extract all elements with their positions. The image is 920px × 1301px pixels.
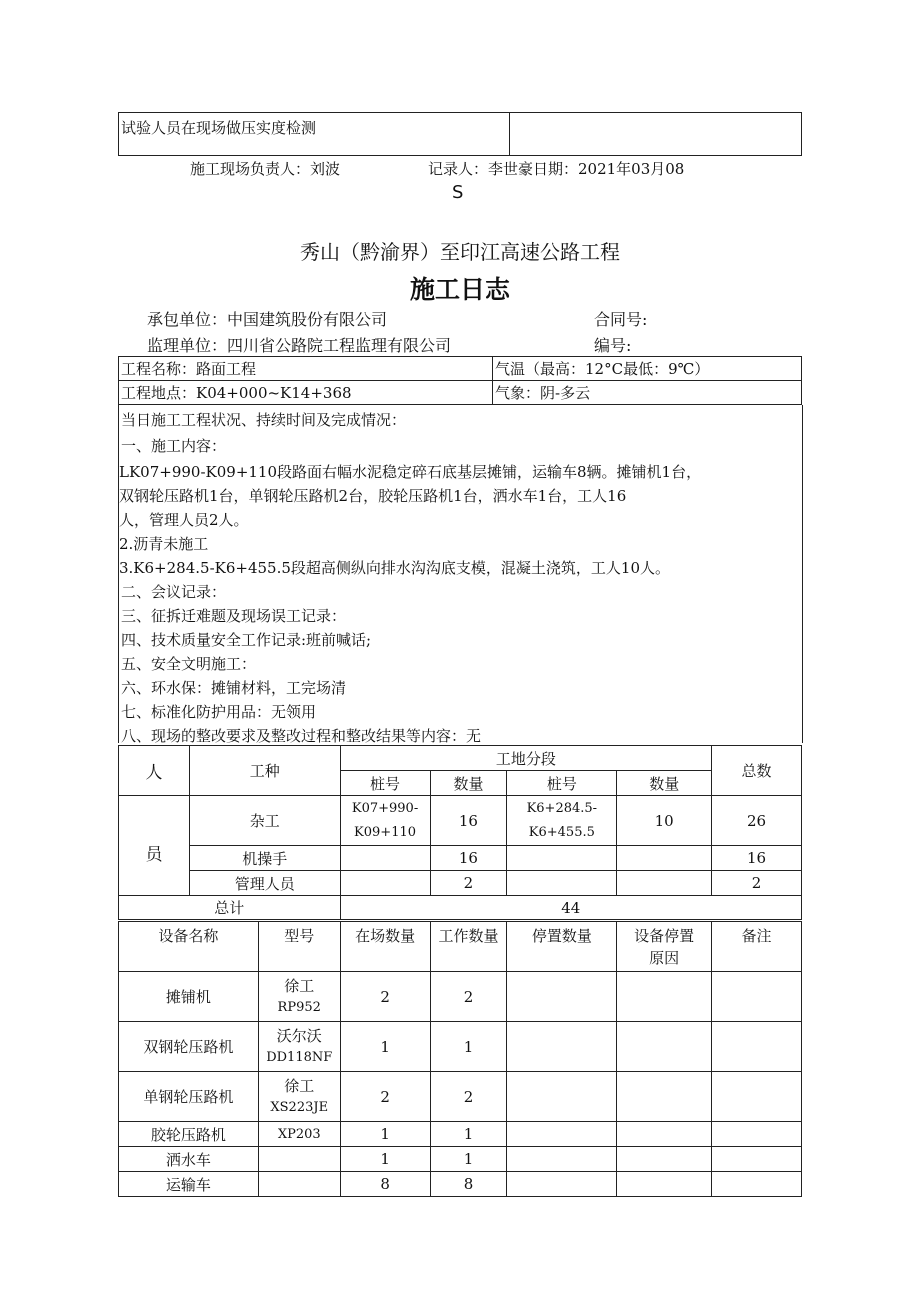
equipment-brand: 沃尔沃: [276, 1026, 322, 1045]
labor-type: 机操手: [189, 846, 340, 871]
labor-pile-2: [507, 796, 617, 846]
contract-number: 合同号:: [594, 310, 648, 329]
previous-fragment-cell: 试验人员在现场做压实度检测: [119, 113, 510, 156]
equipment-working-header: 工作数量: [430, 922, 507, 972]
equipment-working: 2: [430, 972, 507, 1022]
equipment-remark: [712, 1022, 802, 1072]
equipment-model: [258, 972, 340, 1022]
equipment-onsite: 1: [340, 1122, 430, 1147]
equipment-model: [258, 1072, 340, 1122]
previous-fragment-table: [118, 112, 802, 156]
equipment-brand: 徐工: [284, 976, 315, 995]
equipment-brand: 徐工: [284, 1076, 315, 1095]
previous-fragment-empty-cell: [510, 113, 802, 156]
equipment-idle-header: 停置数量: [507, 922, 617, 972]
section-6: 六、环水保：摊铺材料，工完场清: [121, 679, 347, 697]
recorder-date: 记录人：李世豪日期：2021年03月08: [428, 160, 685, 178]
equipment-model-code: XS223JE: [270, 1099, 329, 1115]
labor-pile-1-end: K09+110: [354, 824, 417, 840]
labor-table: [118, 745, 802, 920]
equipment-model: [258, 1022, 340, 1072]
equipment-model: XP203: [258, 1122, 340, 1147]
equipment-remark: [712, 1072, 802, 1122]
equipment-name: 双钢轮压路机: [119, 1022, 259, 1072]
section-3: 三、征拆迁难题及现场误工记录：: [121, 607, 347, 625]
labor-qty-1: 16: [430, 846, 507, 871]
project-title: 秀山（黔渝界）至印江高速公路工程: [300, 240, 620, 264]
equipment-onsite: 1: [340, 1147, 430, 1172]
equipment-idle-reason: [617, 972, 712, 1022]
equipment-working: 8: [430, 1172, 507, 1197]
labor-pile-2-end: K6+455.5: [528, 824, 595, 840]
labor-qty-1: 16: [430, 796, 507, 846]
labor-pile-2: [507, 846, 617, 871]
quantity-header-2: 数量: [617, 771, 712, 796]
total-header: 总数: [712, 746, 802, 796]
equipment-name: 摊铺机: [119, 972, 259, 1022]
worker-type-header: 工种: [189, 746, 340, 796]
item-3: 3.K6+284.5-K6+455.5段超高侧纵向排水沟沟底支模，混凝土浇筑，工人10人。: [119, 559, 670, 577]
labor-qty-2: [617, 846, 712, 871]
equipment-idle: [507, 1122, 617, 1147]
equipment-idle-reason: [617, 1022, 712, 1072]
labor-pile-2-start: K6+284.5-: [526, 800, 598, 816]
site-manager-signature: 施工现场负责人：刘波: [190, 160, 341, 178]
labor-total: 2: [712, 871, 802, 896]
equipment-remark: [712, 972, 802, 1022]
equipment-model-header: 型号: [258, 922, 340, 972]
equipment-idle-reason: [617, 1147, 712, 1172]
labor-sum-label: 总计: [119, 896, 341, 920]
equipment-remark-header: 备注: [712, 922, 802, 972]
quantity-header-1: 数量: [430, 771, 507, 796]
labor-qty-2: [617, 871, 712, 896]
labor-pile-1: [340, 846, 430, 871]
supervisor: 监理单位：四川省公路院工程监理有限公司: [147, 336, 452, 355]
section-1-title: 一、施工内容：: [121, 437, 227, 455]
section-8: 八、现场的整改要求及整改过程和整改结果等内容：无: [121, 727, 482, 745]
labor-total: 26: [712, 796, 802, 846]
temperature: 气温（最高：12°C最低：9℃）: [493, 357, 802, 381]
equipment-name-header: 设备名称: [119, 922, 259, 972]
pile-no-header-1: 桩号: [340, 771, 430, 796]
equipment-idle-reason: [617, 1172, 712, 1197]
equipment-name: 胶轮压路机: [119, 1122, 259, 1147]
idle-reason-line-1: 设备停置: [634, 927, 695, 945]
equipment-working: 2: [430, 1072, 507, 1122]
equipment-idle: [507, 1147, 617, 1172]
labor-pile-1: [340, 796, 430, 846]
labor-qty-1: 2: [430, 871, 507, 896]
site-section-header: 工地分段: [340, 746, 712, 771]
labor-type: 杂工: [189, 796, 340, 846]
item-1-line-3: 人，管理人员2人。: [119, 511, 249, 529]
equipment-idle-reason: [617, 1072, 712, 1122]
pile-no-header-2: 桩号: [507, 771, 617, 796]
section-7: 七、标准化防护用品：无领用: [121, 703, 317, 721]
equipment-working: 1: [430, 1022, 507, 1072]
equipment-onsite: 8: [340, 1172, 430, 1197]
equipment-idle: [507, 1022, 617, 1072]
person-label-top: 人: [119, 746, 190, 796]
labor-pile-1: [340, 871, 430, 896]
construction-content-box: [118, 405, 803, 743]
equipment-onsite: 1: [340, 1022, 430, 1072]
equipment-idle: [507, 972, 617, 1022]
item-1-line-1: LK07+990-K09+110段路面右幅水泥稳定碎石底基层摊铺，运输车8辆。摊铺机1台，: [119, 463, 702, 481]
equipment-working: 1: [430, 1147, 507, 1172]
serial-number: 编号:: [594, 336, 632, 355]
equipment-model-code: RP952: [277, 999, 321, 1015]
equipment-idle-reason: [617, 1122, 712, 1147]
equipment-table: [118, 921, 802, 1197]
equipment-working: 1: [430, 1122, 507, 1147]
person-label-bottom: 员: [119, 796, 190, 896]
date-suffix: S: [452, 182, 464, 203]
labor-total: 16: [712, 846, 802, 871]
equipment-remark: [712, 1172, 802, 1197]
item-2: 2.沥青未施工: [119, 535, 209, 553]
equipment-remark: [712, 1147, 802, 1172]
equipment-model: [258, 1172, 340, 1197]
equipment-onsite: 2: [340, 972, 430, 1022]
labor-type: 管理人员: [189, 871, 340, 896]
equipment-onsite-header: 在场数量: [340, 922, 430, 972]
equipment-remark: [712, 1122, 802, 1147]
equipment-name: 单钢轮压路机: [119, 1072, 259, 1122]
equipment-model: [258, 1147, 340, 1172]
equipment-model-code: DD118NF: [266, 1049, 333, 1065]
labor-pile-1-start: K07+990-: [351, 800, 419, 816]
equipment-name: 运输车: [119, 1172, 259, 1197]
weather: 气象：阴-多云: [493, 381, 802, 405]
equipment-onsite: 2: [340, 1072, 430, 1122]
equipment-idle: [507, 1072, 617, 1122]
section-4: 四、技术质量安全工作记录:班前喊话;: [121, 631, 372, 649]
log-title: 施工日志: [409, 275, 510, 304]
labor-sum-value: 44: [340, 896, 801, 920]
equipment-idle: [507, 1172, 617, 1197]
project-name: 工程名称：路面工程: [119, 357, 493, 381]
contractor: 承包单位：中国建筑股份有限公司: [147, 310, 388, 329]
project-location: 工程地点：K04+000~K14+368: [119, 381, 493, 405]
labor-pile-2: [507, 871, 617, 896]
equipment-idle-reason-header: [617, 922, 712, 972]
idle-reason-line-2: 原因: [649, 949, 680, 967]
item-1-line-2: 双钢轮压路机1台，单钢轮压路机2台，胶轮压路机1台，洒水车1台，工人16: [119, 487, 627, 505]
equipment-name: 洒水车: [119, 1147, 259, 1172]
section-5: 五、安全文明施工：: [121, 655, 257, 673]
labor-qty-2: 10: [617, 796, 712, 846]
project-info-table: [118, 356, 802, 405]
content-intro: 当日施工工程状况、持续时间及完成情况：: [121, 411, 407, 429]
section-2: 二、会议记录：: [121, 583, 227, 601]
